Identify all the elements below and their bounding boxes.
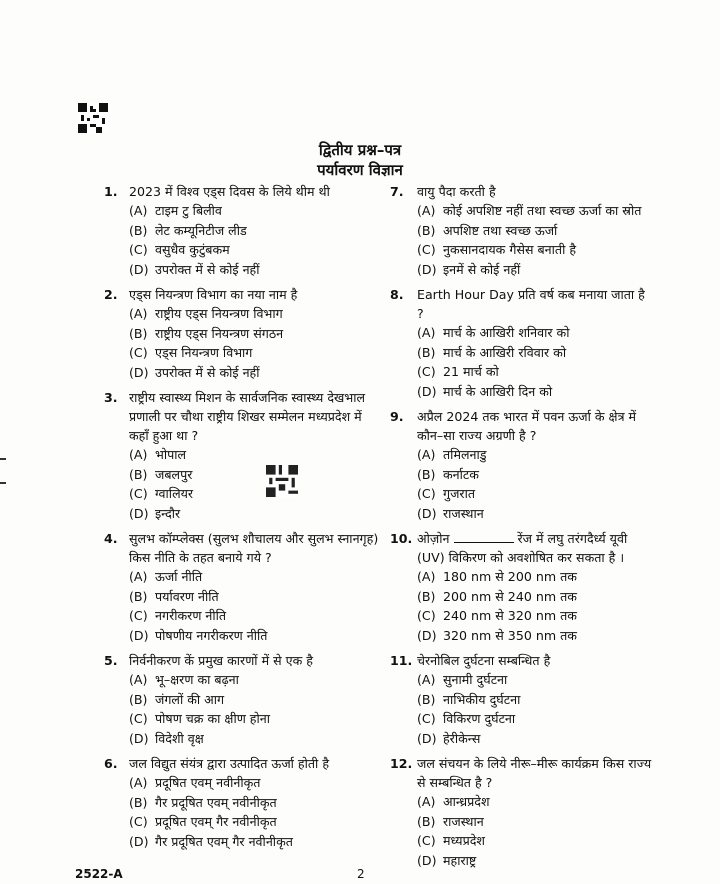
option-a bbox=[104, 670, 382, 690]
option-label: (B) bbox=[417, 222, 436, 238]
option-b bbox=[390, 343, 652, 363]
question-number: 11. bbox=[390, 653, 413, 668]
question-1 bbox=[104, 182, 382, 279]
option-c bbox=[104, 240, 382, 260]
question-number: 12. bbox=[390, 756, 413, 771]
page-number: 2 bbox=[357, 867, 365, 881]
option-text: नाभिकीय दुर्घटना bbox=[443, 691, 521, 707]
option-b bbox=[104, 587, 382, 607]
option-label: (B) bbox=[417, 344, 436, 360]
option-d bbox=[390, 504, 652, 524]
option-text: आन्ध्रप्रदेश bbox=[443, 794, 490, 809]
option-a bbox=[390, 323, 652, 343]
question-6 bbox=[104, 754, 382, 851]
option-c bbox=[104, 484, 382, 504]
option-text: लेट कम्यूनिटीज लीड bbox=[155, 222, 247, 238]
option-d bbox=[104, 260, 382, 280]
question-text: ओज़ोन रेंज में लघु तरंगदैर्ध्य यूवी (UV) विकिरण को अवशोषित कर सकता है । bbox=[417, 531, 628, 565]
option-label: (D) bbox=[417, 383, 437, 399]
option-label: (D) bbox=[417, 261, 437, 277]
option-label: (B) bbox=[129, 588, 148, 604]
question-text: 2023 में विश्व एड्स दिवस के लिये थीम थी bbox=[129, 184, 330, 199]
option-label: (A) bbox=[417, 203, 436, 218]
option-label: (A) bbox=[417, 447, 436, 462]
question-number: 6. bbox=[104, 756, 118, 771]
question-5 bbox=[104, 651, 382, 748]
option-label: (D) bbox=[129, 833, 149, 849]
option-text: इन्दौर bbox=[155, 505, 181, 521]
option-text: एड्स नियन्त्रण विभाग bbox=[155, 345, 253, 360]
option-d bbox=[104, 626, 382, 646]
option-text: पर्यावरण नीति bbox=[155, 588, 219, 604]
option-label: (B) bbox=[129, 325, 148, 341]
option-d bbox=[104, 363, 382, 383]
question-10 bbox=[390, 529, 652, 645]
option-text: नगरीकरण नीति bbox=[155, 608, 227, 623]
question-7 bbox=[390, 182, 652, 279]
left-column bbox=[104, 182, 382, 851]
option-text: 240 nm से 320 nm तक bbox=[443, 608, 577, 623]
question-text: राष्ट्रीय स्वास्थ्य मिशन के सार्वजनिक स्वास्थ्य देखभाल प्रणाली पर चौथा राष्ट्रीय शिखर सम्मेलन मध्यप्रदेश में कहाँ हुआ था ? bbox=[129, 390, 366, 443]
question-text: जल संचयन के लिये नीरू–मीरू कार्यक्रम किस राज्य से सम्बन्धित है ? bbox=[417, 756, 652, 790]
option-text: गैर प्रदूषित एवम् गैर नवीनीकृत bbox=[155, 833, 293, 849]
option-c bbox=[390, 709, 652, 729]
option-a bbox=[390, 567, 652, 587]
option-b bbox=[104, 221, 382, 241]
qr-code-icon bbox=[78, 103, 108, 133]
option-a bbox=[390, 445, 652, 465]
option-d bbox=[390, 382, 652, 402]
option-d bbox=[390, 260, 652, 280]
option-label: (C) bbox=[417, 242, 436, 257]
fill-in-blank bbox=[454, 532, 514, 543]
option-text: टाइम टु बिलीव bbox=[155, 203, 222, 218]
option-label: (C) bbox=[129, 345, 148, 360]
option-label: (B) bbox=[417, 588, 436, 604]
option-text: उपरोक्त में से कोई नहीं bbox=[155, 364, 260, 380]
option-label: (D) bbox=[417, 505, 437, 521]
question-number: 2. bbox=[104, 287, 118, 302]
option-text: राष्ट्रीय एड्स नियन्त्रण संगठन bbox=[155, 325, 284, 341]
question-number: 1. bbox=[104, 184, 118, 199]
option-b bbox=[390, 465, 652, 485]
option-c bbox=[390, 606, 652, 626]
margin-mark bbox=[0, 482, 6, 484]
option-c bbox=[390, 362, 652, 382]
option-b bbox=[104, 465, 382, 485]
option-label: (C) bbox=[129, 486, 148, 501]
option-text: प्रदूषित एवम् नवीनीकृत bbox=[155, 775, 261, 790]
option-label: (A) bbox=[129, 569, 148, 584]
option-a bbox=[390, 670, 652, 690]
question-text: एड्स नियन्त्रण विभाग का नया नाम है bbox=[129, 287, 298, 302]
option-a bbox=[104, 567, 382, 587]
option-a bbox=[104, 201, 382, 221]
option-label: (A) bbox=[129, 447, 148, 462]
option-c bbox=[104, 709, 382, 729]
option-label: (D) bbox=[129, 364, 149, 380]
option-a bbox=[104, 445, 382, 465]
option-text: राजस्थान bbox=[443, 505, 484, 521]
option-text: विदेशी वृक्ष bbox=[155, 730, 204, 746]
option-a bbox=[104, 304, 382, 324]
option-label: (B) bbox=[417, 813, 436, 829]
option-text: 180 nm से 200 nm तक bbox=[443, 569, 577, 584]
option-label: (B) bbox=[129, 794, 148, 810]
option-label: (C) bbox=[417, 364, 436, 379]
option-d bbox=[104, 504, 382, 524]
booklet-code: 2522-A bbox=[75, 867, 123, 881]
option-text: मार्च के आखिरी शनिवार को bbox=[443, 325, 570, 340]
option-text: उपरोक्त में से कोई नहीं bbox=[155, 261, 260, 277]
right-column bbox=[390, 182, 652, 870]
option-text: इनमें से कोई नहीं bbox=[443, 261, 521, 277]
question-2 bbox=[104, 285, 382, 382]
option-text: राजस्थान bbox=[443, 813, 484, 829]
margin-mark bbox=[0, 458, 6, 460]
option-d bbox=[390, 851, 652, 871]
option-text: गुजरात bbox=[443, 486, 476, 501]
option-text: ग्वालियर bbox=[155, 486, 194, 501]
option-text: 21 मार्च को bbox=[443, 364, 499, 379]
question-number: 4. bbox=[104, 531, 118, 546]
option-label: (A) bbox=[129, 306, 148, 321]
option-label: (B) bbox=[129, 222, 148, 238]
question-text: चेरनोबिल दुर्घटना सम्बन्धित है bbox=[417, 653, 551, 668]
option-c bbox=[104, 606, 382, 626]
option-label: (C) bbox=[417, 486, 436, 501]
option-label: (D) bbox=[129, 261, 149, 277]
option-a bbox=[104, 773, 382, 793]
option-text: गैर प्रदूषित एवम् नवीनीकृत bbox=[155, 794, 277, 810]
question-number: 9. bbox=[390, 409, 404, 424]
option-b bbox=[104, 324, 382, 344]
option-d bbox=[104, 729, 382, 749]
option-c bbox=[390, 484, 652, 504]
option-label: (D) bbox=[129, 730, 149, 746]
question-text: अप्रैल 2024 तक भारत में पवन ऊर्जा के क्षेत्र में कौन–सा राज्य अग्रणी है ? bbox=[417, 409, 637, 443]
option-d bbox=[104, 832, 382, 852]
option-b bbox=[104, 690, 382, 710]
option-c bbox=[390, 240, 652, 260]
option-text: राष्ट्रीय एड्स नियन्त्रण विभाग bbox=[155, 306, 283, 321]
option-text: नुकसानदायक गैसेस बनाती है bbox=[443, 242, 577, 257]
option-text: तमिलनाडु bbox=[443, 447, 487, 462]
option-b bbox=[390, 690, 652, 710]
option-label: (C) bbox=[417, 833, 436, 848]
option-label: (A) bbox=[417, 325, 436, 340]
option-c bbox=[390, 831, 652, 851]
option-label: (B) bbox=[417, 466, 436, 482]
option-a bbox=[390, 201, 652, 221]
option-text: कोई अपशिष्ट नहीं तथा स्वच्छ ऊर्जा का स्रोत bbox=[443, 203, 642, 218]
option-label: (A) bbox=[417, 794, 436, 809]
option-label: (A) bbox=[129, 672, 148, 687]
option-label: (C) bbox=[129, 242, 148, 257]
option-text: महाराष्ट्र bbox=[443, 852, 477, 868]
option-label: (D) bbox=[417, 627, 437, 643]
option-label: (B) bbox=[129, 691, 148, 707]
option-label: (A) bbox=[417, 569, 436, 584]
option-text: मार्च के आखिरी रविवार को bbox=[443, 344, 567, 360]
option-text: ऊर्जा नीति bbox=[155, 569, 203, 584]
option-text: भू–क्षरण का बढ़ना bbox=[155, 672, 239, 687]
question-number: 10. bbox=[390, 531, 413, 546]
question-number: 5. bbox=[104, 653, 118, 668]
option-b bbox=[390, 812, 652, 832]
option-text: वसुधैव कुटुंबकम bbox=[155, 242, 230, 257]
question-number: 3. bbox=[104, 390, 118, 405]
option-b bbox=[390, 221, 652, 241]
question-number: 7. bbox=[390, 184, 404, 199]
option-text: अपशिष्ट तथा स्वच्छ ऊर्जा bbox=[443, 222, 558, 238]
option-label: (C) bbox=[417, 711, 436, 726]
option-text: पोषणीय नगरीकरण नीति bbox=[155, 627, 268, 643]
option-label: (D) bbox=[417, 730, 437, 746]
option-a bbox=[390, 792, 652, 812]
option-text: प्रदूषित एवम् गैर नवीनीकृत bbox=[155, 814, 277, 829]
option-label: (D) bbox=[129, 505, 149, 521]
option-text: 320 nm से 350 nm तक bbox=[443, 627, 577, 643]
option-label: (C) bbox=[129, 711, 148, 726]
option-b bbox=[390, 587, 652, 607]
option-c bbox=[104, 343, 382, 363]
option-label: (D) bbox=[129, 627, 149, 643]
option-label: (B) bbox=[129, 466, 148, 482]
option-label: (B) bbox=[417, 691, 436, 707]
option-d bbox=[390, 626, 652, 646]
subject-title: पर्यावरण विज्ञान bbox=[317, 161, 403, 179]
question-text: वायु पैदा करती है bbox=[417, 184, 496, 199]
option-text: हेरीकेन्स bbox=[443, 730, 481, 746]
option-label: (C) bbox=[129, 814, 148, 829]
question-number: 8. bbox=[390, 287, 404, 302]
option-label: (A) bbox=[129, 203, 148, 218]
option-label: (D) bbox=[417, 852, 437, 868]
option-text: सुनामी दुर्घटना bbox=[443, 672, 508, 687]
option-text: पोषण चक्र का क्षीण होना bbox=[155, 711, 271, 726]
question-text: जल विद्युत संयंत्र द्वारा उत्पादित ऊर्जा होती है bbox=[129, 756, 330, 771]
option-d bbox=[390, 729, 652, 749]
option-text: जबलपुर bbox=[155, 466, 193, 482]
option-label: (A) bbox=[129, 775, 148, 790]
question-text: निर्वनीकरण कें प्रमुख कारणों में से एक है bbox=[129, 653, 313, 668]
question-4 bbox=[104, 529, 382, 645]
option-label: (C) bbox=[129, 608, 148, 623]
option-label: (A) bbox=[417, 672, 436, 687]
option-text: जंगलों की आग bbox=[155, 691, 225, 707]
option-label: (C) bbox=[417, 608, 436, 623]
question-9 bbox=[390, 407, 652, 523]
option-text: भोपाल bbox=[155, 447, 187, 462]
question-11 bbox=[390, 651, 652, 748]
option-text: कर्नाटक bbox=[443, 466, 479, 482]
option-text: 200 nm से 240 nm तक bbox=[443, 588, 577, 604]
option-b bbox=[104, 793, 382, 813]
question-8 bbox=[390, 285, 652, 401]
question-3 bbox=[104, 388, 382, 523]
question-text: Earth Hour Day प्रति वर्ष कब मनाया जाता है ? bbox=[417, 287, 645, 321]
question-12 bbox=[390, 754, 652, 870]
paper-title: द्वितीय प्रश्न–पत्र bbox=[318, 141, 402, 159]
option-text: विकिरण दुर्घटना bbox=[443, 711, 516, 726]
option-text: मार्च के आखिरी दिन को bbox=[443, 383, 553, 399]
option-text: मध्यप्रदेश bbox=[443, 833, 485, 848]
option-c bbox=[104, 812, 382, 832]
question-text: सुलभ कॉम्प्लेक्स (सुलभ शौचालय और सुलभ स्नानगृह) किस नीति के तहत बनाये गये ? bbox=[129, 531, 379, 565]
